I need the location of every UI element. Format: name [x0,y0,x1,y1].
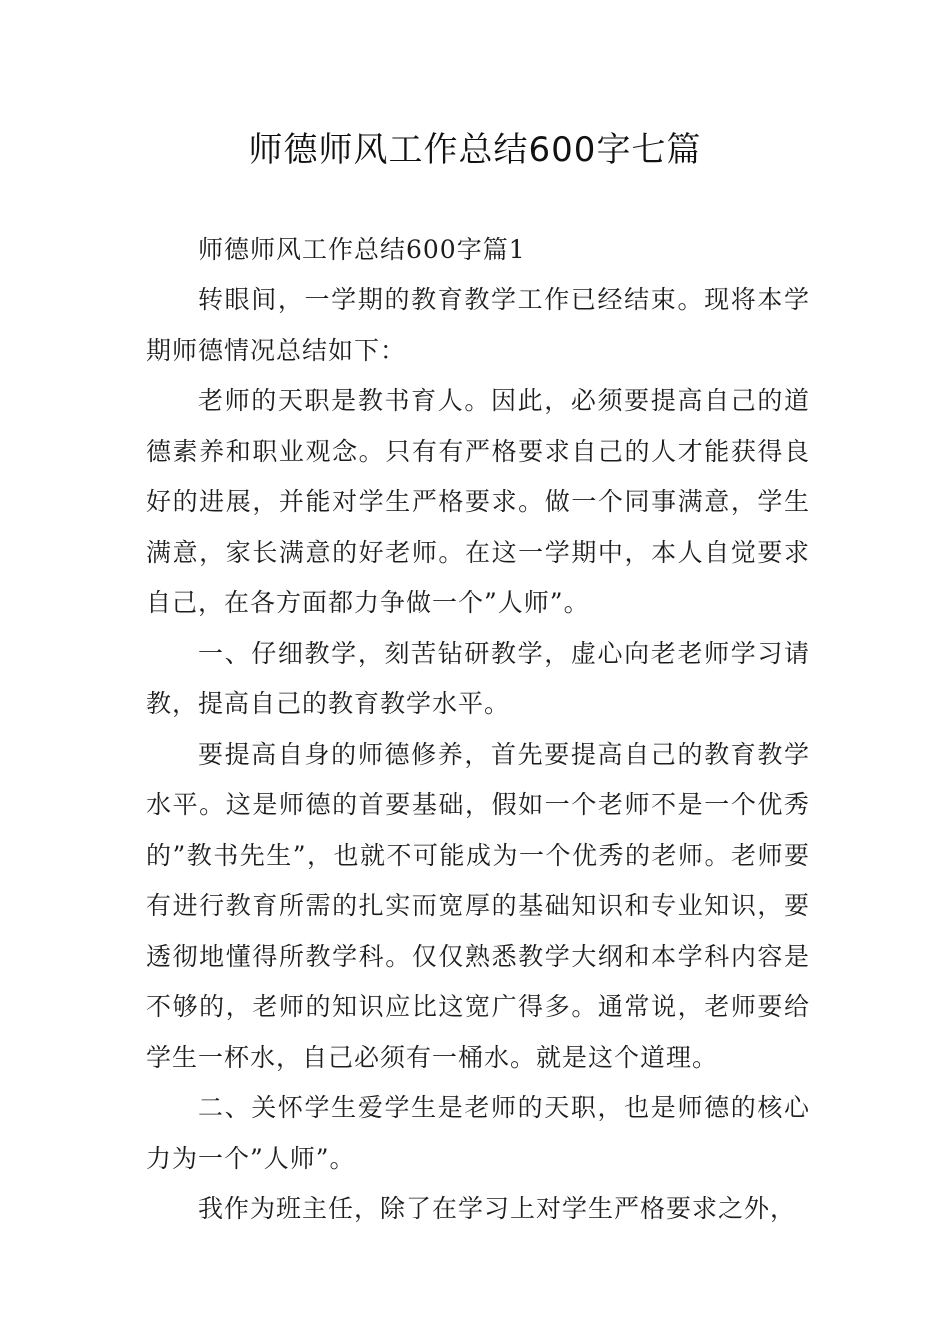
paragraph: 转眼间，一学期的教育教学工作已经结束。现将本学期师德情况总结如下： [146,285,810,365]
document-body [146,225,810,1235]
section-heading: 师德师风工作总结600字篇1 [198,235,526,264]
paragraph: 老师的天职是教书育人。因此，必须要提高自己的道德素养和职业观念。只有有严格要求自己的人才能获得良好的进展，并能对学生严格要求。做一个同事满意，学生满意，家长满意的好老师。在这一学期中，本人自觉要求自己，在各方面都力争做一个”人师”。 [146,386,810,617]
paragraph: 要提高自身的师德修养，首先要提高自己的教育教学水平。这是师德的首要基础，假如一个老师不是一个优秀的”教书先生”，也就不可能成为一个优秀的老师。老师要有进行教育所需的扎实而宽厚的基础知识和专业知识，要透彻地懂得所教学科。仅仅熟悉教学大纲和本学科内容是不够的，老师的知识应比这宽广得多。通常说，老师要给学生一杯水，自己必须有一桶水。就是这个道理。 [146,739,810,1072]
document-title: 师德师风工作总结600字七篇 [248,130,702,170]
paragraph: 我作为班主任，除了在学习上对学生严格要求之外， [198,1194,797,1223]
paragraph: 一、仔细教学，刻苦钻研教学，虚心向老老师学习请教，提高自己的教育教学水平。 [146,638,810,718]
paragraph: 二、关怀学生爱学生是老师的天职，也是师德的核心力为一个”人师”。 [146,1093,810,1173]
